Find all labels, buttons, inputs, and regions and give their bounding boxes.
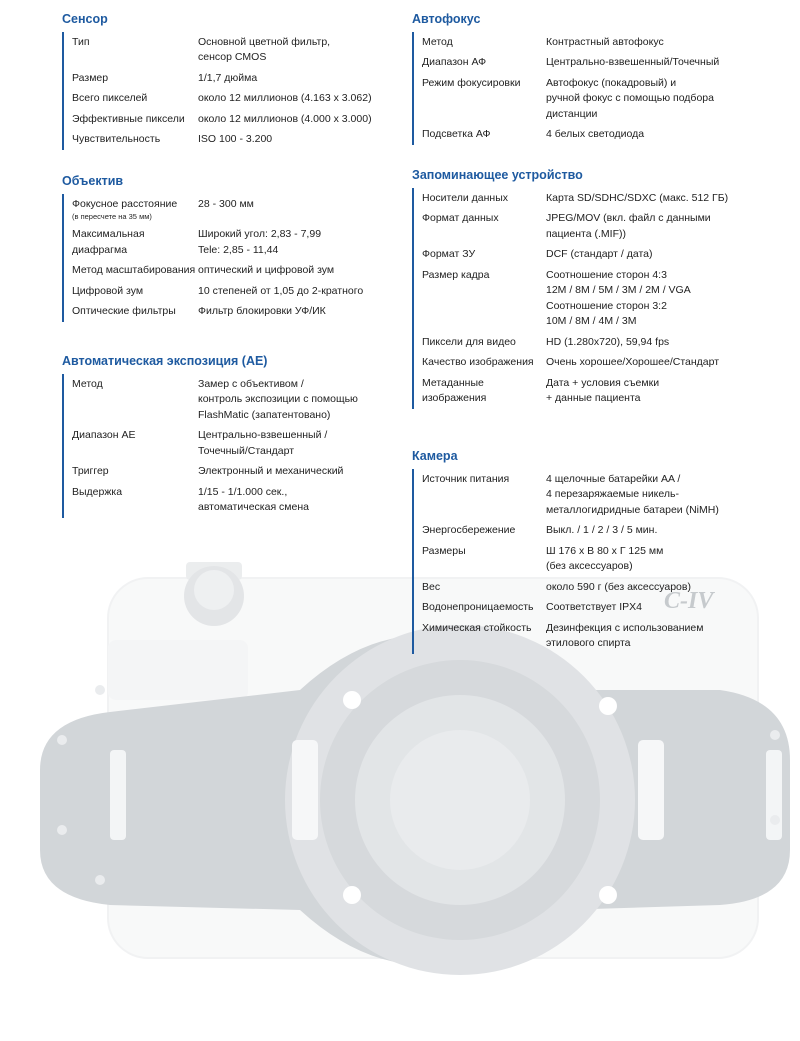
spec-row xyxy=(72,482,392,518)
spec-list xyxy=(412,188,757,409)
spec-label: Выдержка xyxy=(72,485,123,498)
spec-value: 4 щелочные батарейки AA / 4 перезаряжаемые никель- металлогидридные батареи (NiMH) xyxy=(546,472,719,516)
section-title: Автофокус xyxy=(412,12,481,26)
spec-label: Формат данных xyxy=(422,212,499,224)
spec-list xyxy=(62,32,392,150)
spec-list xyxy=(62,194,392,322)
spec-label: Метаданные изображения xyxy=(422,376,487,404)
spec-value: Соответствует IPX4 xyxy=(546,601,643,613)
spec-value: Дата + условия съемки + данные пациента xyxy=(546,376,660,404)
spec-row xyxy=(422,188,757,209)
spec-row xyxy=(72,68,392,89)
spec-label: Формат ЗУ xyxy=(422,248,476,260)
spec-label: Подсветка АФ xyxy=(422,128,491,140)
spec-value: оптический и цифровой зум xyxy=(198,264,335,276)
spec-label: Всего пикселей xyxy=(72,92,148,104)
spec-row xyxy=(422,265,757,332)
spec-row xyxy=(72,194,392,225)
spec-label: Водонепроницаемость xyxy=(422,601,534,613)
spec-row xyxy=(72,32,392,68)
spec-label: Диапазон АФ xyxy=(422,56,487,68)
spec-value: около 590 г (без аксессуаров) xyxy=(546,580,691,593)
section-sensor xyxy=(62,12,392,150)
spec-row xyxy=(72,130,392,151)
section-storage xyxy=(412,168,757,409)
spec-row xyxy=(72,89,392,110)
spec-value: Замер с объективом / контроль экспозиции с помощью FlashMatic (запатентовано) xyxy=(198,377,358,421)
spec-label: Триггер xyxy=(72,465,109,477)
spec-list xyxy=(62,374,392,518)
spec-label: Тип xyxy=(72,35,90,48)
section-title: Запоминающее устройство xyxy=(412,168,583,182)
spec-value: HD (1.280x720), 59,94 fps xyxy=(546,335,670,348)
spec-label: Качество изображения xyxy=(422,356,534,368)
spec-label: Энергосбережение xyxy=(422,524,516,536)
spec-value: Очень хорошее/Хорошее/Стандарт xyxy=(546,356,720,368)
spec-list xyxy=(412,32,757,145)
section-camera xyxy=(412,449,757,654)
spec-value: 4 белых светодиода xyxy=(546,128,645,140)
spec-label: Чувствительность xyxy=(72,133,161,145)
spec-value: Центрально-взвешенный / Точечный/Стандарт xyxy=(198,429,328,457)
spec-row xyxy=(422,598,757,619)
spec-row xyxy=(422,209,757,245)
spec-row xyxy=(422,469,757,521)
spec-label: Размер кадра xyxy=(422,268,490,281)
spec-label: Метод xyxy=(422,35,453,48)
spec-value: Фильтр блокировки УФ/ИК xyxy=(198,305,326,317)
spec-value: Широкий угол: 2,83 - 7,99 Tele: 2,85 - 11,44 xyxy=(198,228,322,256)
spec-value: Автофокус (покадровый) и ручной фокус с помощью подбора дистанции xyxy=(546,76,714,120)
spec-row xyxy=(422,577,757,598)
spec-value: Соотношение сторон 4:3 12M / 8M / 5M / 3M / 2M / VGA Соотношение сторон 3:2 10M / 8M / 4M / 3M xyxy=(546,268,691,327)
spec-label: Диапазон AE xyxy=(72,429,136,441)
spec-value: около 12 миллионов (4.163 х 3.062) xyxy=(198,92,372,104)
section-autofocus xyxy=(412,12,757,145)
spec-row xyxy=(422,353,757,374)
spec-row xyxy=(72,225,392,261)
spec-label: Метод xyxy=(72,377,103,390)
spec-label: Пиксели для видео xyxy=(422,335,516,348)
spec-value: 1/1,7 дюйма xyxy=(198,71,258,84)
spec-label: Цифровой зум xyxy=(72,284,144,297)
spec-value: Ш 176 х В 80 х Г 125 мм (без аксессуаров) xyxy=(546,544,664,572)
spec-label: Носители данных xyxy=(422,191,508,204)
spec-label: Химическая стойкость xyxy=(422,621,532,634)
spec-label: Максимальная диафрагма xyxy=(72,228,145,256)
spec-row xyxy=(422,125,757,146)
spec-row xyxy=(72,462,392,483)
spec-value: Карта SD/SDHC/SDXC (макс. 512 ГБ) xyxy=(546,191,729,204)
spec-value: около 12 миллионов (4.000 х 3.000) xyxy=(198,112,372,125)
spec-label xyxy=(72,197,198,223)
camera-model-badge: C-IV xyxy=(664,588,714,614)
spec-value: Дезинфекция с использованием этилового спирта xyxy=(546,621,704,649)
spec-row xyxy=(422,32,757,53)
spec-label: Источник питания xyxy=(422,472,510,485)
spec-value: Центрально-взвешенный/Точечный xyxy=(546,56,720,68)
spec-value: Выкл. / 1 / 2 / 3 / 5 мин. xyxy=(546,524,658,536)
section-title: Автоматическая экспозиция (AE) xyxy=(62,354,268,368)
spec-row xyxy=(422,618,757,654)
spec-label-text: Фокусное расстояние xyxy=(72,197,178,210)
spec-value: ISO 100 - 3.200 xyxy=(198,133,273,145)
spec-row xyxy=(422,332,757,353)
section-title: Сенсор xyxy=(62,12,108,26)
spec-value: DCF (стандарт / дата) xyxy=(546,248,653,260)
spec-value: JPEG/MOV (вкл. файл с данными пациента (.MIF)) xyxy=(546,212,711,240)
spec-row xyxy=(72,109,392,130)
spec-value: Электронный и механический xyxy=(198,465,344,477)
spec-row xyxy=(422,373,757,409)
spec-label: Режим фокусировки xyxy=(422,76,521,89)
spec-row xyxy=(72,302,392,323)
spec-label: Размеры xyxy=(422,544,466,557)
spec-label: Вес xyxy=(422,580,441,593)
spec-label: Эффективные пиксели xyxy=(72,112,185,125)
spec-value: 28 - 300 мм xyxy=(198,197,254,210)
spec-label-note: (в пересчете на 35 мм) xyxy=(72,212,152,221)
spec-row xyxy=(72,281,392,302)
section-title: Камера xyxy=(412,449,458,463)
spec-row xyxy=(72,374,392,426)
spec-list xyxy=(412,469,757,654)
spec-row xyxy=(422,73,757,125)
section-auto-exposure xyxy=(62,354,392,518)
spec-value: Основной цветной фильтр, сенсор CMOS xyxy=(198,35,331,63)
spec-value: Контрастный автофокус xyxy=(546,35,664,48)
spec-label: Размер xyxy=(72,71,109,84)
section-lens xyxy=(62,174,392,322)
spec-value: 1/15 - 1/1.000 сек., автоматическая смена xyxy=(198,485,309,513)
spec-row xyxy=(422,521,757,542)
spec-row xyxy=(422,53,757,74)
spec-row xyxy=(422,245,757,266)
spec-value: 10 степеней от 1,05 до 2-кратного xyxy=(198,284,364,297)
spec-label: Оптические фильтры xyxy=(72,305,176,317)
spec-row xyxy=(72,261,392,282)
spec-row xyxy=(422,541,757,577)
spec-row xyxy=(72,426,392,462)
spec-label: Метод масштабирования xyxy=(72,264,196,276)
section-title: Объектив xyxy=(62,174,124,188)
